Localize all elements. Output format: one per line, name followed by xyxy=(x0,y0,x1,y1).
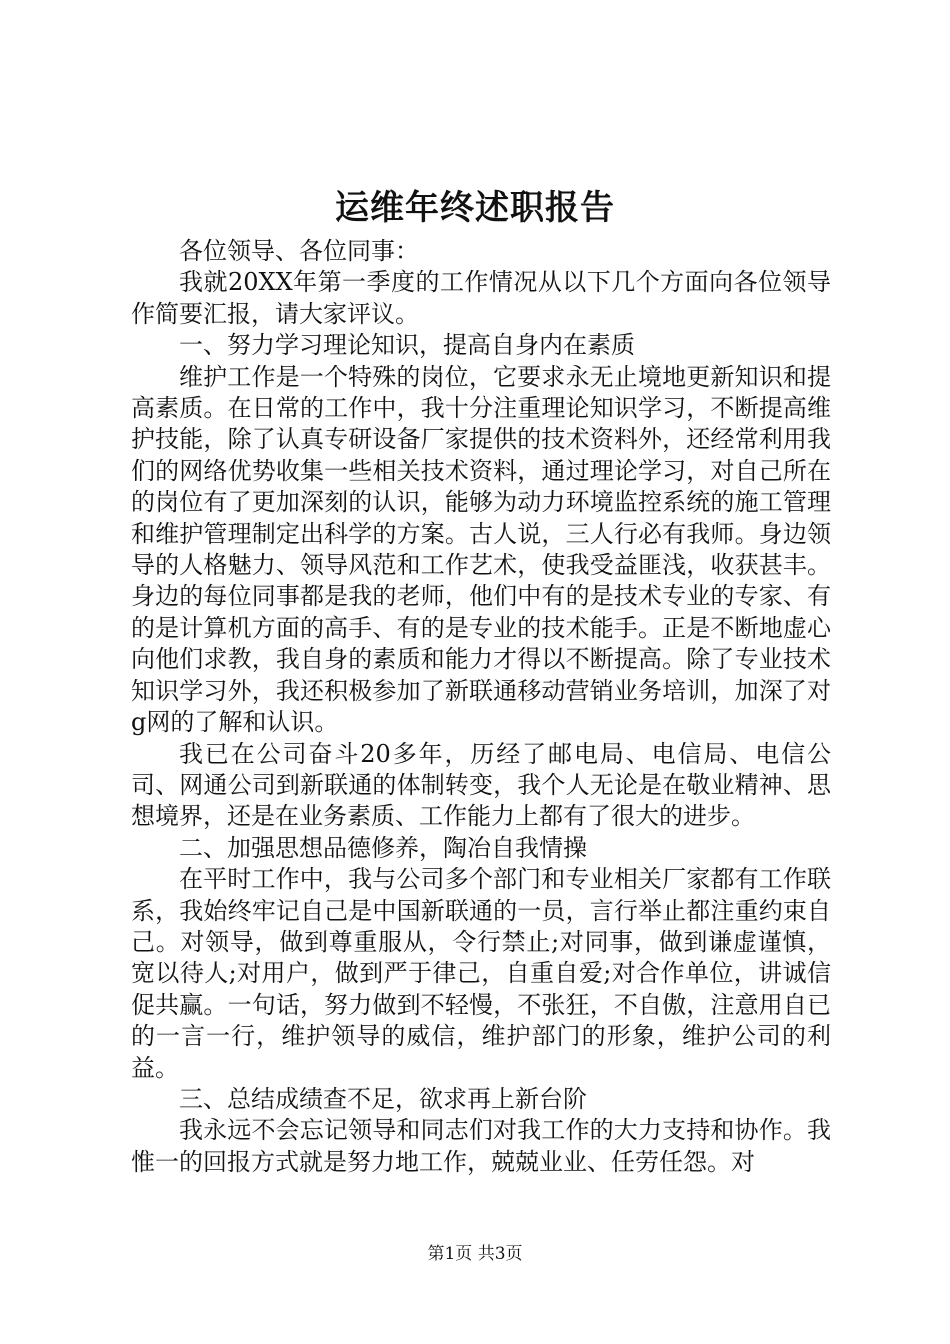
section-heading-3: 三、总结成绩查不足，欲求再上新台阶 xyxy=(179,1084,587,1113)
salutation-paragraph: 各位领导、各位同事： xyxy=(179,237,419,265)
document-body xyxy=(131,236,831,1178)
section-heading-1: 一、努力学习理论知识，提高自身内在素质 xyxy=(179,331,635,360)
body-paragraph: 我已在公司奋斗20多年，历经了邮电局、电信局、电信公司、网通公司到新联通的体制转变，我个人无论是在敬业精神、思想境界，还是在业务素质、工作能力上都有了很大的进步。 xyxy=(131,739,831,831)
body-paragraph: 维护工作是一个特殊的岗位，它要求永无止境地更新知识和提高素质。在日常的工作中，我十分注重理论知识学习，不断提高维护技能，除了认真专研设备厂家提供的技术资料外，还经常利用我们的网络优势收集一些相关技术资料，通过理论学习，对自己所在的岗位有了更加深刻的认识，能够为动力环境监控系统的施工管理和维护管理制定出科学的方案。古人说，三人行必有我师。身边领导的人格魅力、领导风范和工作艺术，使我受益匪浅，收获甚丰。身边的每位同事都是我的老师，他们中有的是技术专业的专家、有的是计算机方面的高手、有的是专业的技术能手。正是不断地虚心向他们求教，我自身的素质和能力才得以不断提高。除了专业技术知识学习外，我还积极参加了新联通移动营销业务培训，加深了对g网的了解和认识。 xyxy=(131,362,831,737)
body-paragraph: 我永远不会忘记领导和同志们对我工作的大力支持和协作。我惟一的回报方式就是努力地工作，兢兢业业、任劳任怨。对 xyxy=(131,1116,831,1176)
section-heading-2: 二、加强思想品德修养，陶冶自我情操 xyxy=(179,833,587,862)
intro-paragraph: 我就20XX年第一季度的工作情况从以下几个方面向各位领导作简要汇报，请大家评议。 xyxy=(131,268,831,328)
document-title: 运维年终述职报告 xyxy=(335,188,615,228)
page-footer: 第1页 共3页 xyxy=(427,1244,523,1264)
body-paragraph: 在平时工作中，我与公司多个部门和专业相关厂家都有工作联系，我始终牢记自己是中国新联通的一员，言行举止都注重约束自己。对领导，做到尊重服从，令行禁止;对同事，做到谦虚谨慎，宽以待人;对用户，做到严于律己，自重自爱;对合作单位，讲诚信促共赢。一句话，努力做到不轻慢，不张狂，不自傲，注意用自已的一言一行，维护领导的威信，维护部门的形象，维护公司的利益。 xyxy=(131,865,831,1082)
